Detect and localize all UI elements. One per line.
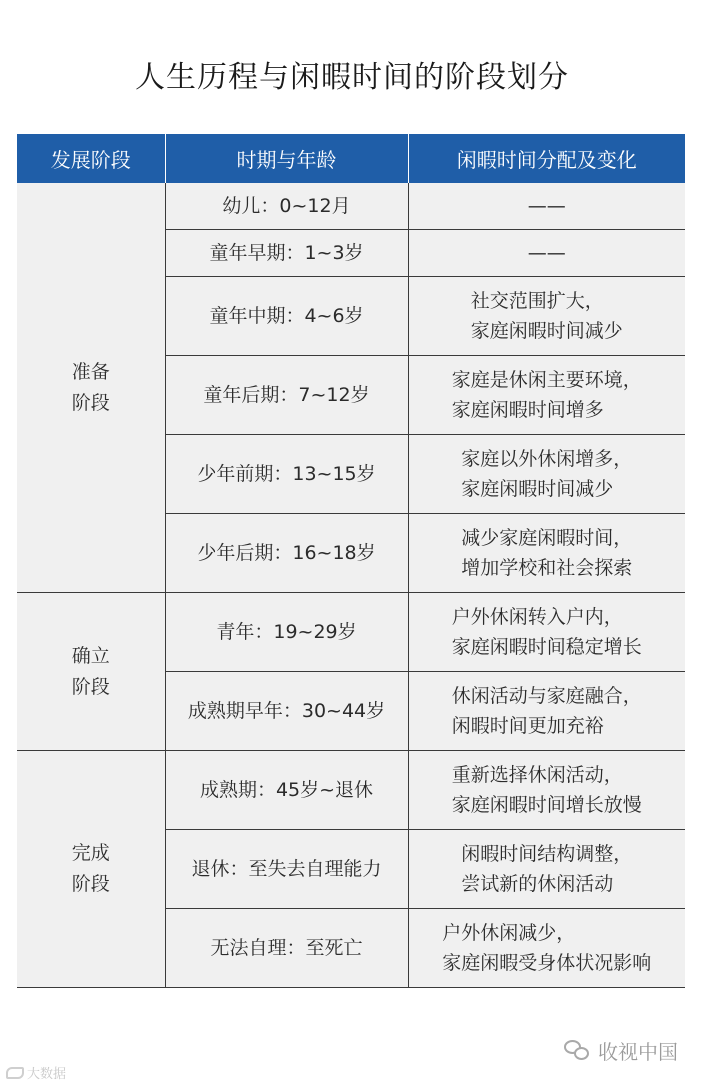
period-cell: 青年：19~29岁 xyxy=(165,593,408,672)
period-cell: 童年早期：1~3岁 xyxy=(165,230,408,277)
change-cell: 休闲活动与家庭融合， 闲暇时间更加充裕 xyxy=(408,672,685,751)
change-cell: 减少家庭闲暇时间， 增加学校和社会探索 xyxy=(408,514,685,593)
period-cell: 少年后期：16~18岁 xyxy=(165,514,408,593)
period-cell: 成熟期：45岁~退休 xyxy=(165,751,408,830)
change-cell: —— xyxy=(408,183,685,230)
change-cell: 社交范围扩大， 家庭闲暇时间减少 xyxy=(408,277,685,356)
stage-cell: 准备 阶段 xyxy=(17,183,165,593)
brand-name: 收视中国 xyxy=(598,1040,678,1064)
watermark-text: 大数据 xyxy=(27,1067,67,1082)
period-cell: 童年后期：7~12岁 xyxy=(165,356,408,435)
table-row xyxy=(17,593,685,672)
period-cell: 退休：至失去自理能力 xyxy=(165,830,408,909)
page-title: 人生历程与闲暇时间的阶段划分 xyxy=(135,60,569,95)
change-cell: 户外休闲转入户内， 家庭闲暇时间稳定增长 xyxy=(408,593,685,672)
stage-cell: 确立 阶段 xyxy=(17,593,165,751)
period-cell: 少年前期：13~15岁 xyxy=(165,435,408,514)
header-period: 时期与年龄 xyxy=(165,134,408,183)
period-cell: 幼儿：0~12月 xyxy=(165,183,408,230)
header-stage: 发展阶段 xyxy=(17,134,165,183)
watermark xyxy=(6,1063,66,1082)
footer-brand xyxy=(564,1036,678,1065)
table-header-row xyxy=(17,134,685,183)
period-cell: 成熟期早年：30~44岁 xyxy=(165,672,408,751)
header-change: 闲暇时间分配及变化 xyxy=(408,134,685,183)
period-cell: 童年中期：4~6岁 xyxy=(165,277,408,356)
change-cell: 家庭是休闲主要环境， 家庭闲暇时间增多 xyxy=(408,356,685,435)
period-cell: 无法自理：至死亡 xyxy=(165,909,408,988)
change-cell: 重新选择休闲活动， 家庭闲暇时间增长放慢 xyxy=(408,751,685,830)
table-row xyxy=(17,751,685,830)
change-cell: 户外休闲减少， 家庭闲暇受身体状况影响 xyxy=(408,909,685,988)
stage-cell: 完成 阶段 xyxy=(17,751,165,988)
change-cell: 家庭以外休闲增多， 家庭闲暇时间减少 xyxy=(408,435,685,514)
change-cell: —— xyxy=(408,230,685,277)
stage-table xyxy=(17,134,685,988)
table-row xyxy=(17,183,685,230)
change-cell: 闲暇时间结构调整， 尝试新的休闲活动 xyxy=(408,830,685,909)
wechat-icon xyxy=(564,1040,590,1062)
watermark-logo-icon xyxy=(6,1067,24,1079)
